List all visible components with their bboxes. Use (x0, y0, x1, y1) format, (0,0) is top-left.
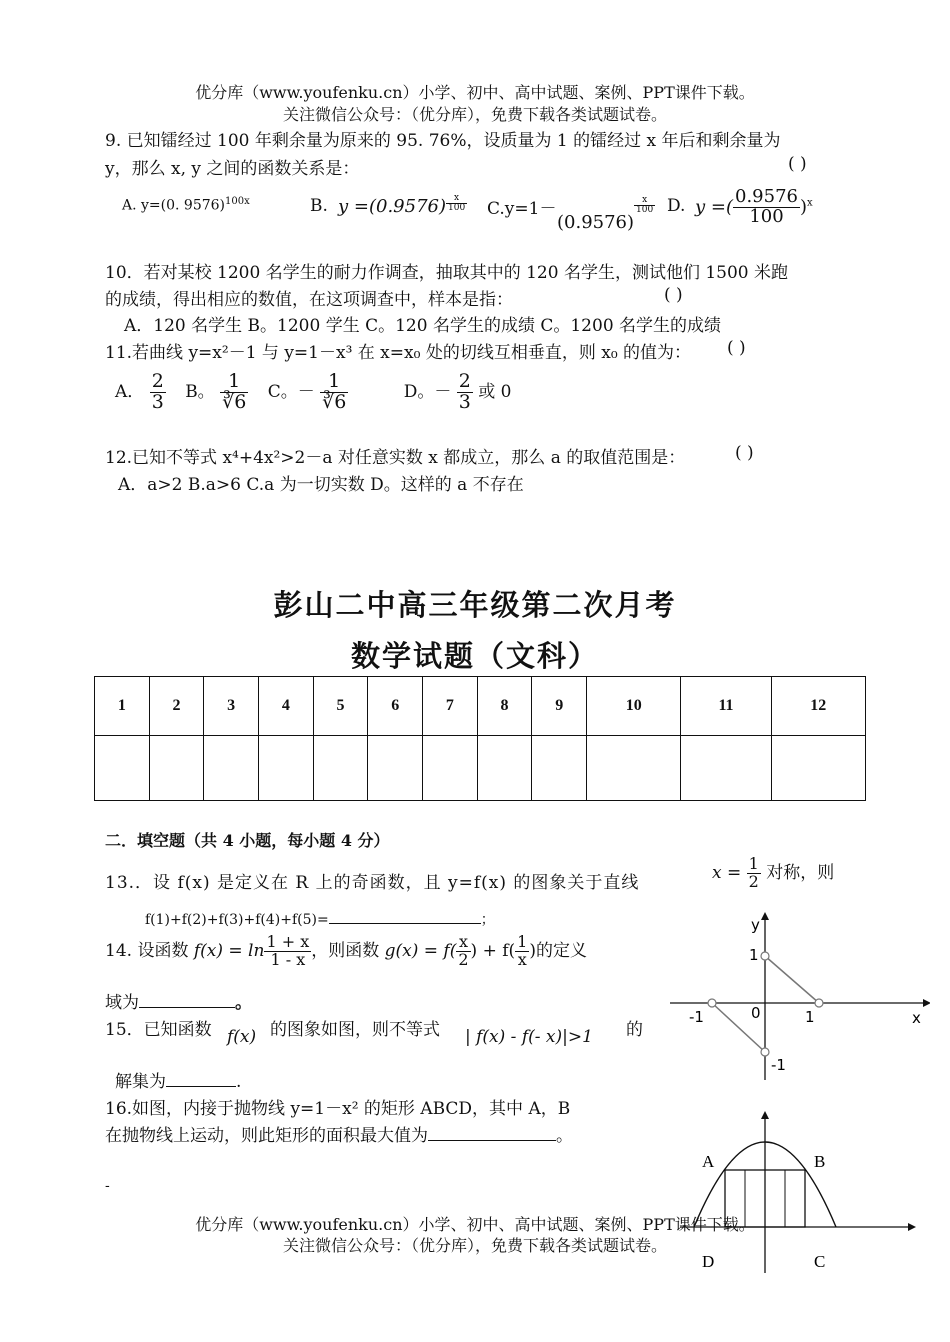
open-point (761, 1048, 769, 1056)
q10-options: A．120 名学生 B。1200 学生 C。120 名学生的成绩 C。1200 名学生的成绩 (124, 316, 722, 336)
footer-site-line: 优分库（www.youfenku.cn）小学、初中、高中试题、案例、PPT课件下载。 (195, 1215, 755, 1234)
q12-line: 12.已知不等式 x⁴+4x²>2－a 对任意实数 x 都成立，那么 a 的取值范围是： (105, 448, 686, 468)
q13-line-expr: x = $\frac{1}{2}$ 对称，则 (712, 854, 835, 891)
q12-options: A．a>2 B.a>6 C.a 为一切实数 D。这样的 a 不存在 (118, 475, 524, 495)
x-axis-label: x (912, 1009, 921, 1027)
q14-line1: 14. 设函数 f(x) = ln $\frac{1 + x}{1 - x}$ ，则函数 g(x) = f( $\frac{x}{2}$ ) + f( $\frac{1}{x}$ )的定义 (105, 932, 587, 969)
q13-line2: f(1)+f(2)+f(3)+f(4)+f(5)= ； (145, 912, 495, 928)
answer-cell[interactable] (423, 736, 478, 801)
q15-line1-tail: 的 (626, 1020, 643, 1040)
q13-line1: 13.．设 f(x) 是定义在 R 上的奇函数，且 y=f(x) 的图象关于直线 (105, 873, 640, 893)
header-wechat-line: 关注微信公众号：（优分库），免费下载各类试题试卷。 (282, 105, 667, 124)
answer-col-header: 12 (771, 677, 865, 736)
answer-col-header: 11 (681, 677, 771, 736)
answer-col-header: 9 (532, 677, 587, 736)
answer-col-header: 2 (149, 677, 204, 736)
point-label-d: D (702, 1252, 715, 1271)
open-point (761, 952, 769, 960)
q9-option-b-label: B. (310, 196, 328, 216)
answer-table (94, 676, 866, 801)
q15-function-graph (665, 910, 930, 1085)
exam-title: 彭山二中高三年级第二次月考 (273, 588, 677, 622)
q15-line1-mid: 的图象如图，则不等式 (270, 1020, 440, 1040)
answer-col-header: 10 (587, 677, 681, 736)
y-axis-arrow (761, 1111, 769, 1119)
answer-col-header: 7 (423, 677, 478, 736)
q9-option-d-label: D. (667, 196, 686, 216)
answer-table-header-row (95, 677, 866, 736)
answer-col-header: 6 (368, 677, 423, 736)
answer-cell[interactable] (313, 736, 368, 801)
answer-col-header: 4 (259, 677, 314, 736)
q9-option-c-label: C.y=1－ (487, 199, 557, 219)
answer-col-header: 3 (204, 677, 259, 736)
q16-line1: 16.如图，内接于抛物线 y=1－x² 的矩形 ABCD，其中 A，B (105, 1099, 571, 1119)
q12-answer-paren: ( ) (735, 443, 754, 463)
tick-label: 1 (749, 946, 759, 964)
y-axis-arrow (761, 912, 769, 920)
q9-option-a: A. y=(0. 9576)$^{100x}$ (122, 196, 250, 214)
answer-table-blank-row (95, 736, 866, 801)
answer-cell[interactable] (477, 736, 532, 801)
answer-cell[interactable] (681, 736, 771, 801)
answer-cell[interactable] (149, 736, 204, 801)
point-label-a: A (702, 1152, 715, 1171)
open-point (708, 999, 716, 1007)
header-site-line: 优分库（www.youfenku.cn）小学、初中、高中试题、案例、PPT课件下载。 (195, 83, 755, 102)
q9-option-d-expr: y =( $\frac{0.9576}{100}$ )$^x$ (695, 186, 813, 227)
origin-label: 0 (751, 1004, 761, 1022)
x-axis-arrow (923, 999, 930, 1007)
q10-line2: 的成绩，得出相应的数值，在这项调查中，样本是指： (105, 290, 513, 310)
answer-cell[interactable] (95, 736, 150, 801)
q16-parabola-graph (680, 1105, 920, 1285)
q14-answer-blank[interactable] (139, 1007, 235, 1008)
graph-segment-right (765, 956, 819, 1003)
point-label-c: C (814, 1252, 826, 1271)
y-axis-label: y (751, 916, 760, 934)
tick-label: -1 (771, 1056, 786, 1074)
point-label-b: B (814, 1152, 826, 1171)
q10-answer-paren: ( ) (664, 285, 683, 305)
q15-fx: f(x) (227, 1027, 257, 1047)
stray-mark: - (105, 1178, 110, 1194)
tick-label: 1 (805, 1008, 815, 1026)
answer-cell[interactable] (771, 736, 865, 801)
answer-col-header: 1 (95, 677, 150, 736)
tick-label: -1 (689, 1008, 704, 1026)
q14-line2: 域为 。 (105, 993, 252, 1013)
q9-option-b-expr: y =(0.9576) $\frac{x}{100}$ (338, 193, 466, 217)
q15-answer-blank[interactable] (166, 1086, 236, 1087)
answer-col-header: 5 (313, 677, 368, 736)
q15-line1-pre: 15．已知函数 (105, 1020, 212, 1040)
answer-cell[interactable] (259, 736, 314, 801)
answer-col-header: 8 (477, 677, 532, 736)
q9-answer-paren: ( ) (788, 154, 807, 174)
answer-cell[interactable] (368, 736, 423, 801)
answer-cell[interactable] (587, 736, 681, 801)
q9-line2: y，那么 x, y 之间的函数关系是： (105, 159, 360, 179)
answer-cell[interactable] (532, 736, 587, 801)
section2-heading: 二．填空题（共 4 小题，每小题 4 分） (105, 831, 390, 850)
q11-options: A． $\frac{2}{3}$ B。 $\frac{1}{∛6}$ C。－ $\frac{1}{∛6}$ D。－ $\frac{2}{3}$ 或 0 (115, 370, 512, 413)
q9-line1: 9. 已知镭经过 100 年剩余量为原来的 95. 76%，设质量为 1 的镭经过 x 年后和剩余量为 (105, 131, 781, 151)
exam-subtitle: 数学试题（文科） (350, 639, 599, 673)
q10-line1: 10．若对某校 1200 名学生的耐力作调查，抽取其中的 120 名学生，测试他们 1500 米跑 (105, 263, 789, 283)
q15-inequality: | f(x) - f(- x)|>1 (465, 1027, 593, 1047)
q11-answer-paren: ( ) (727, 338, 746, 358)
q13-answer-blank[interactable] (329, 923, 481, 924)
open-point (815, 999, 823, 1007)
q16-answer-blank[interactable] (428, 1140, 556, 1141)
q16-line2: 在抛物线上运动，则此矩形的面积最大值为 。 (105, 1126, 573, 1146)
footer-wechat-line: 关注微信公众号：（优分库），免费下载各类试题试卷。 (282, 1236, 667, 1255)
q15-line2: 解集为 . (115, 1072, 242, 1092)
q9-option-c-expr: (0.9576) $\frac{x}{100}$ (557, 195, 654, 233)
q11-line: 11.若曲线 y=x²－1 与 y=1－x³ 在 x=x₀ 处的切线互相垂直，则 x₀ 的值为： (105, 343, 692, 363)
answer-cell[interactable] (204, 736, 259, 801)
